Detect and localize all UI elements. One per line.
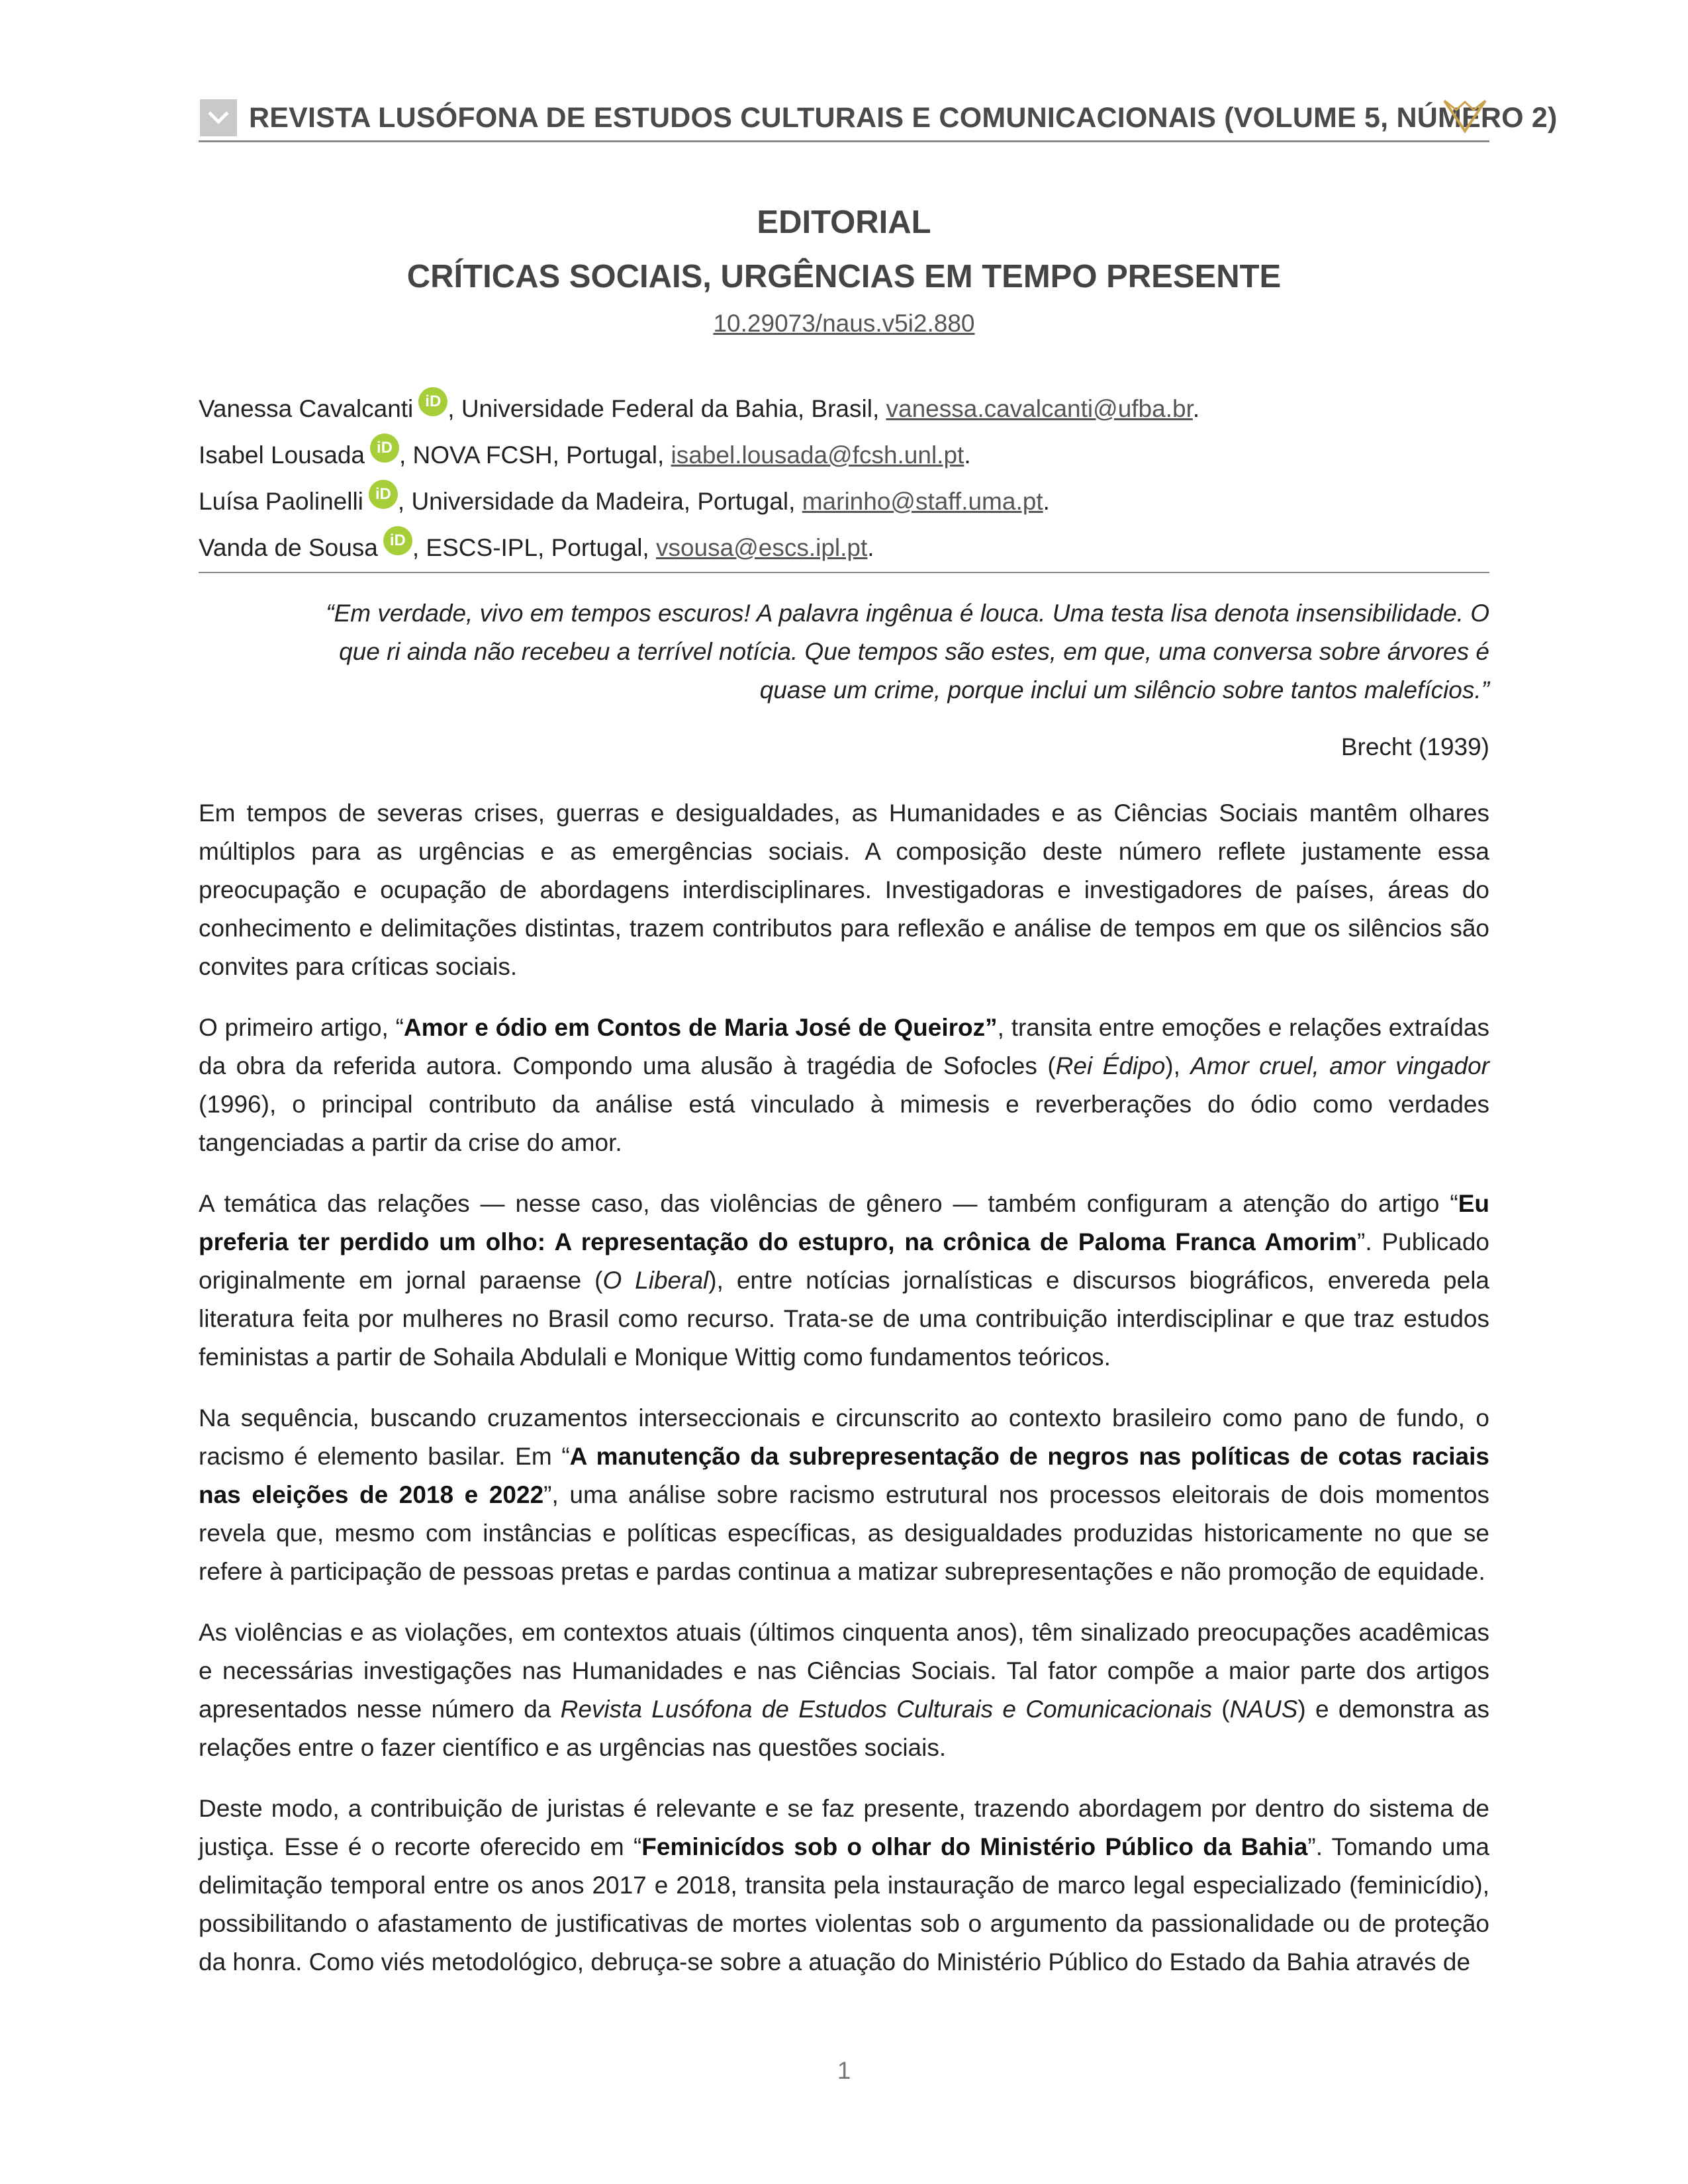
orcid-icon[interactable]: iD: [369, 480, 398, 509]
author-list: [199, 386, 1489, 571]
author-name: Isabel Lousada: [199, 441, 365, 469]
article-body: [199, 794, 1489, 2004]
chevron-down-icon: [200, 99, 237, 136]
section-label: EDITORIAL: [757, 205, 931, 240]
article-reference: Feminicídos sob o olhar do Ministério Público da Bahia: [641, 1833, 1308, 1860]
paragraph: Na sequência, buscando cruzamentos interseccionais e circunscrito ao contexto brasileiro como pano de fundo, o racismo é elemento basilar. Em “A manutenção da subrepresentação de negros nas políticas de cotas raciais nas eleições de 2018 e 2022”, uma análise sobre racismo estrutural nos processos eleitorais de dois momentos revela que, mesmo com instâncias e políticas específicas, as desigualdades produzidas historicamente no que se refere à participação de pessoas pretas e pardas continua a matizar subrepresentações e não promoção de equidade.: [199, 1404, 1489, 1585]
author-email-link[interactable]: marinho@staff.uma.pt: [802, 488, 1043, 515]
journal-title: REVISTA LUSÓFONA DE ESTUDOS CULTURAIS E COMUNICACIONAIS (VOLUME 5, NÚMERO 2): [249, 102, 1558, 134]
epigraph-line: “Em verdade, vivo em tempos escuros! A palavra ingênua é louca. Uma testa lisa denota insensibilidade. O: [326, 600, 1489, 627]
article-title: CRÍTICAS SOCIAIS, URGÊNCIAS EM TEMPO PRESENTE: [406, 259, 1282, 295]
divider: [199, 572, 1489, 573]
author-row: Vanda de Sousa iD , ESCS-IPL, Portugal, vsousa@escs.ipl.pt.: [199, 525, 1489, 571]
paragraph: A temática das relações — nesse caso, das violências de gênero — também configuram a atenção do artigo “Eu preferia ter perdido um olho: A representação do estupro, na crônica de Paloma Franca Amorim”. Publicado originalmente em jornal paraense (O Liberal), entre notícias jornalísticas e discursos biográficos, envereda pela literatura feita por mulheres no Brasil como recurso. Trata-se de uma contribuição interdisciplinar e que traz estudos feministas a partir de Sohaila Abdulali e Monique Wittig como fundamentos teóricos.: [199, 1190, 1489, 1371]
author-affiliation: , ESCS-IPL, Portugal,: [412, 534, 656, 561]
epigraph-line: que ri ainda não recebeu a terrível notícia. Que tempos são estes, em que, uma conversa sobre árvores é: [339, 638, 1489, 665]
paragraph: O primeiro artigo, “Amor e ódio em Contos de Maria José de Queiroz”, transita entre emoções e relações extraídas da obra da referida autora. Compondo uma alusão à tragédia de Sofocles (Rei Édipo), Amor cruel, amor vingador (1996), o principal contributo da análise está vinculado à mimesis e reverberações do ódio como verdades tangenciadas a partir da crise do amor.: [199, 1014, 1489, 1156]
article-reference: A manutenção da subrepresentação de negros nas políticas de cotas raciais nas eleições de 2018 e 2022: [199, 1443, 1489, 1508]
doi-link[interactable]: 10.29073/naus.v5i2.880: [713, 310, 975, 337]
orcid-icon[interactable]: iD: [370, 433, 399, 463]
author-email-link[interactable]: vanessa.cavalcanti@ufba.br: [886, 395, 1193, 422]
paragraph: Em tempos de severas crises, guerras e desigualdades, as Humanidades e as Ciências Sociais mantêm olhares múltiplos para as urgências e as emergências sociais. A composição deste número reflete justamente essa preocupação e ocupação de abordagens interdisciplinares. Investigadoras e investigadores de países, áreas do conhecimento e delimitações distintas, trazem contributos para reflexão e análise de tempos em que os silêncios são convites para críticas sociais.: [199, 799, 1489, 980]
author-email-link[interactable]: isabel.lousada@fcsh.unl.pt: [671, 441, 964, 469]
journal-logo-icon: [1442, 94, 1488, 141]
paragraph: Deste modo, a contribuição de juristas é relevante e se faz presente, trazendo abordagem por dentro do sistema de justiça. Esse é o recorte oferecido em “Feminicídos sob o olhar do Ministério Público da Bahia”. Tomando uma delimitação temporal entre os anos 2017 e 2018, transita pela instauração de marco legal especializado (feminicídio), possibilitando o afastamento de justificativas de mortes violentas sob o argumento da passionalidade ou de proteção da honra. Como viés metodológico, debruça-se sobre a atuação do Ministério Público do Estado da Bahia através de: [199, 1795, 1489, 1976]
epigraph-quote: [278, 594, 1489, 709]
orcid-icon[interactable]: iD: [418, 387, 447, 416]
article-reference: Amor e ódio em Contos de Maria José de Queiroz”: [403, 1014, 998, 1041]
author-name: Vanessa Cavalcanti: [199, 395, 414, 422]
author-row: Vanessa Cavalcanti iD , Universidade Federal da Bahia, Brasil, vanessa.cavalcanti@ufba.br.: [199, 386, 1489, 432]
article-reference: Eu preferia ter perdido um olho: A representação do estupro, na crônica de Paloma Franca Amorim: [199, 1190, 1489, 1255]
author-affiliation: , Universidade Federal da Bahia, Brasil,: [447, 395, 886, 422]
doi: [199, 310, 1489, 338]
running-header: [199, 98, 1558, 142]
page: [199, 0, 1558, 2184]
author-name: Luísa Paolinelli: [199, 488, 363, 515]
epigraph-line: quase um crime, porque inclui um silêncio sobre tantos malefícios.”: [759, 676, 1489, 704]
epigraph-attribution: Brecht (1939): [1340, 733, 1489, 760]
page-number: 1: [837, 2057, 851, 2084]
author-row: Isabel Lousada iD , NOVA FCSH, Portugal, isabel.lousada@fcsh.unl.pt.: [199, 432, 1489, 478]
author-row: Luísa Paolinelli iD , Universidade da Madeira, Portugal, marinho@staff.uma.pt.: [199, 478, 1489, 525]
author-email-link[interactable]: vsousa@escs.ipl.pt: [655, 534, 868, 561]
author-name: Vanda de Sousa: [199, 534, 378, 561]
orcid-icon[interactable]: iD: [383, 526, 412, 555]
author-affiliation: , Universidade da Madeira, Portugal,: [397, 488, 802, 515]
paragraph: As violências e as violações, em contextos atuais (últimos cinquenta anos), têm sinalizado preocupações acadêmicas e necessárias investigações nas Humanidades e nas Ciências Sociais. Tal fator compõe a maior parte dos artigos apresentados nesse número da Revista Lusófona de Estudos Culturais e Comunicacionais (NAUS) e demonstra as relações entre o fazer científico e as urgências nas questões sociais.: [199, 1619, 1489, 1761]
author-affiliation: , NOVA FCSH, Portugal,: [399, 441, 671, 469]
